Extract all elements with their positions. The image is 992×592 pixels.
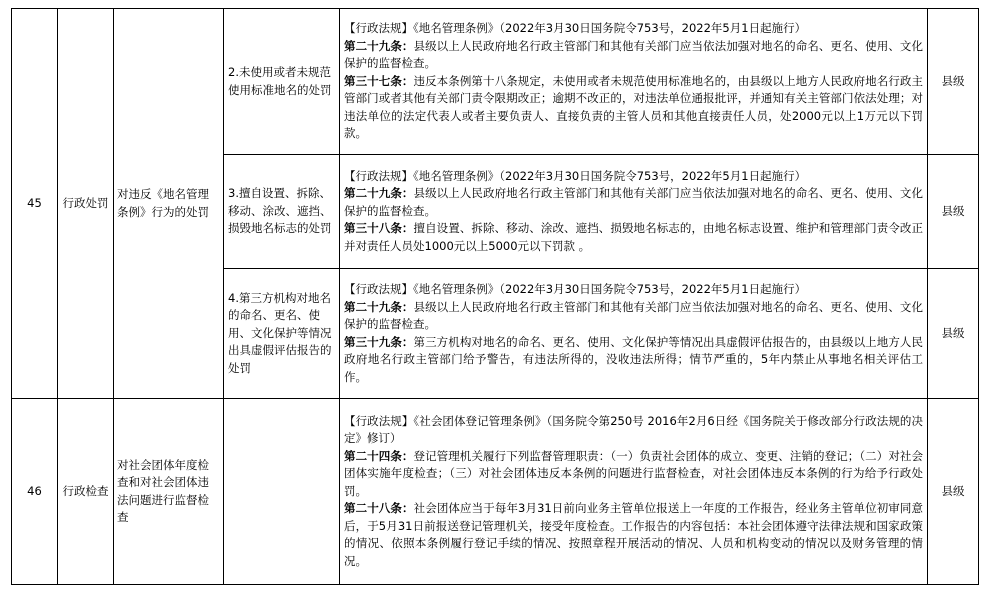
enforcement-level: 县级 — [928, 155, 979, 269]
article-heading: 第二十九条： — [344, 186, 414, 201]
table-row — [12, 399, 979, 585]
sub-item-name — [224, 399, 340, 585]
article-text: 县级以上人民政府地名行政主管部门和其他有关部门应当依法加强对地名的命名、更名、使用、文化保护的监督检查。 — [344, 299, 924, 331]
article-heading: 第三十七条： — [344, 73, 414, 88]
legal-basis — [340, 269, 928, 399]
power-item-name: 对社会团体年度检查和对社会团体违法问题进行监督检查 — [114, 399, 224, 585]
article-text: 擅自设置、拆除、移动、涂改、遮挡、损毁地名标志的，由地名标志设置、维护和管理部门责令改正并对责任人员处1000元以上5000元以下罚款 。 — [344, 221, 924, 253]
law-article — [344, 500, 923, 570]
article-heading: 第二十四条： — [344, 448, 414, 463]
law-article — [344, 73, 923, 143]
article-text: 登记管理机关履行下列监督管理职责：（一）负责社会团体的成立、变更、注销的登记；（二）对社会团体实施年度检查；（三）对社会团体违反本条例的问题进行监督检查，对社会团体违反本条例的行为给予行政处罚。 — [344, 448, 923, 498]
power-item-name: 对违反《地名管理条例》行为的处罚 — [114, 9, 224, 399]
article-text: 第三方机构对地名的命名、更名、使用、文化保护等情况出具虚假评估报告的，由县级以上地方人民政府地名行政主管部门给予警告，有违法所得的，没收违法所得；情节严重的，5年内禁止从事地名相关评估工作。 — [344, 334, 924, 384]
article-text: 县级以上人民政府地名行政主管部门和其他有关部门应当依法加强对地名的命名、更名、使用、文化保护的监督检查。 — [344, 38, 924, 71]
article-text: 违反本条例第十八条规定，未使用或者未规范使用标准地名的，由县级以上地方人民政府地名行政主管部门或者其他有关部门责令限期改正；逾期不改正的，对违法单位通报批评，并通知有关主管部门依法处理；对违法单位的法定代表人或者主要负责人、直接负责的主管人员和其他直接责任人员，处2000元以上1万元以下罚款。 — [344, 73, 924, 141]
law-article — [344, 334, 923, 387]
legal-basis — [340, 399, 928, 585]
legal-basis — [340, 9, 928, 155]
article-heading: 第二十九条： — [344, 299, 414, 314]
law-article — [344, 448, 923, 501]
row-number: 45 — [12, 9, 58, 399]
row-number: 46 — [12, 399, 58, 585]
law-source: 【行政法规】《地名管理条例》（2022年3月30日国务院令753号，2022年5月1日起施行） — [344, 282, 807, 296]
law-source: 【行政法规】《地名管理条例》（2022年3月30日国务院令753号，2022年5月1日起施行） — [344, 168, 807, 183]
law-source: 【行政法规】《地名管理条例》（2022年3月30日国务院令753号，2022年5月1日起施行） — [344, 21, 807, 36]
law-article — [344, 38, 923, 73]
law-article — [344, 185, 923, 220]
table-row — [12, 9, 979, 155]
article-heading: 第二十八条： — [344, 501, 414, 516]
powers-table — [11, 8, 979, 585]
sub-item-name: 4.第三方机构对地名的命名、更名、使用、文化保护等情况出具虚假评估报告的处罚 — [224, 269, 340, 399]
article-text: 社会团体应当于每年3月31日前向业务主管单位报送上一年度的工作报告，经业务主管单位初审同意后，于5月31日前报送登记管理机关，接受年度检查。工作报告的内容包括：本社会团体遵守法律法规和国家政策的情况、依照本条例履行登记手续的情况、按照章程开展活动的情况、人员和机构变动的情况以及财务管理的情况。 — [344, 501, 923, 568]
enforcement-level: 县级 — [928, 269, 979, 399]
sub-item-name: 3.擅自设置、拆除、移动、涂改、遮挡、损毁地名标志的处罚 — [224, 155, 340, 269]
article-text: 县级以上人民政府地名行政主管部门和其他有关部门应当依法加强对地名的命名、更名、使用、文化保护的监督检查。 — [344, 186, 924, 218]
power-category: 行政处罚 — [58, 9, 114, 399]
legal-basis — [340, 155, 928, 269]
law-source: 【行政法规】《社会团体登记管理条例》（国务院令第250号 2016年2月6日经《国务院关于修改部分行政法规的决定》修订） — [344, 413, 923, 446]
sub-item-name: 2.未使用或者未规范使用标准地名的处罚 — [224, 9, 340, 155]
enforcement-level: 县级 — [928, 399, 979, 585]
law-article — [344, 220, 923, 255]
law-article — [344, 299, 923, 334]
article-heading: 第二十九条： — [344, 38, 414, 53]
article-heading: 第三十九条： — [344, 334, 414, 349]
enforcement-level: 县级 — [928, 9, 979, 155]
power-category: 行政检查 — [58, 399, 114, 585]
article-heading: 第三十八条： — [344, 221, 414, 236]
